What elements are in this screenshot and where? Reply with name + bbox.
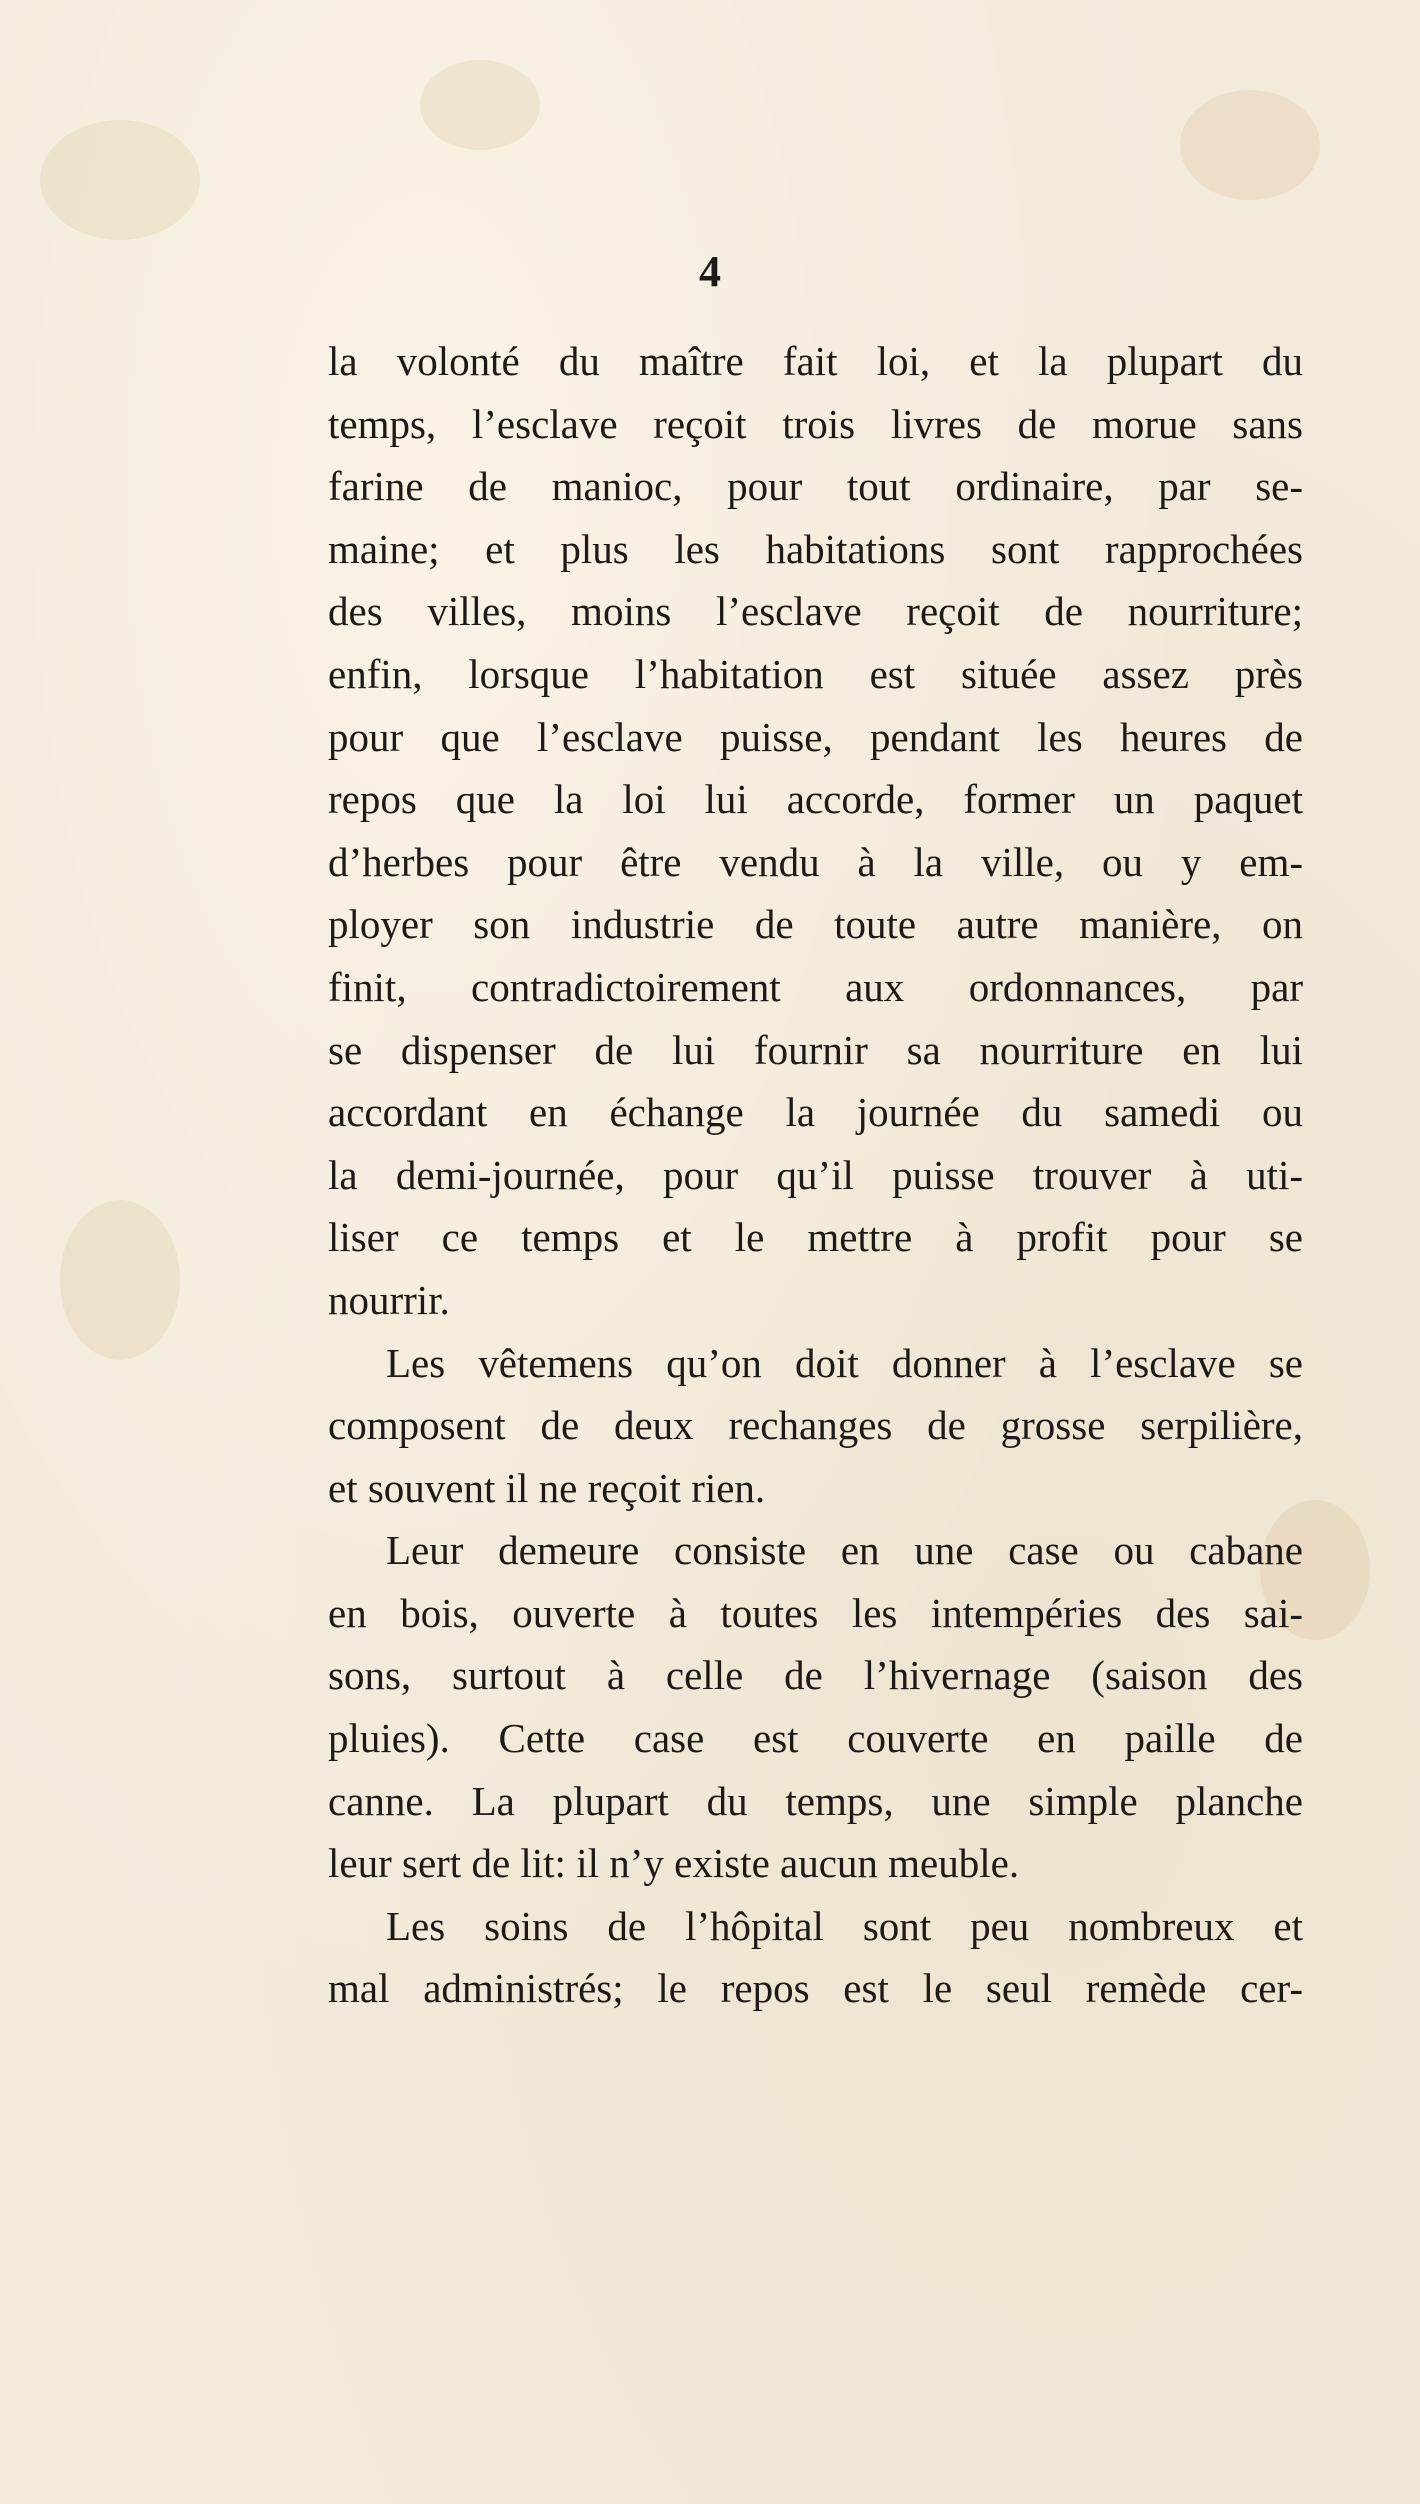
paragraph [328,1519,1303,1895]
text-line: composent de deux rechanges de grosse serpilière, [328,1402,1303,1449]
text-line: la volonté du maître fait loi, et la plupart du [328,338,1303,384]
text-line: maine; et plus les habitations sont rapprochées [328,525,1303,572]
text-line: Les soins de l’hôpital sont peu nombreux et [386,1902,1303,1949]
text-line: sons, surtout à celle de l’hivernage (saison des [328,1652,1303,1699]
paper-stain [1180,90,1320,200]
text-line: finit, contradictoirement aux ordonnances, par [328,963,1303,1010]
text-line: enfin, lorsque l’habitation est située assez près [328,650,1303,697]
text-line: se dispenser de lui fournir sa nourriture en lui [328,1026,1303,1073]
text-line: des villes, moins l’esclave reçoit de nourriture; [328,588,1303,635]
page-number: 4 [699,247,721,296]
text-line: repos que la loi lui accorde, former un paquet [328,776,1303,823]
paper-stain [40,120,200,240]
paper-stain [420,60,540,150]
text-line: canne. La plupart du temps, une simple planche [328,1777,1303,1824]
text-line: ployer son industrie de toute autre manière, on [328,901,1303,948]
text-line: la demi-journée, pour qu’il puisse trouver à uti- [328,1151,1303,1198]
text-line: farine de manioc, pour tout ordinaire, par se- [328,463,1303,510]
paragraph [328,330,1303,1332]
paragraph [328,1895,1303,2020]
body-text [328,330,1303,2020]
text-line: leur sert de lit: il n’y existe aucun meuble. [328,1840,1020,1887]
paper-stain [60,1200,180,1360]
text-line: Les vêtemens qu’on doit donner à l’esclave se [386,1339,1303,1386]
text-line: nourrir. [328,1276,450,1323]
text-line: et souvent il ne reçoit rien. [328,1464,766,1511]
text-line: mal administrés; le repos est le seul remède cer- [328,1965,1303,2012]
text-line: temps, l’esclave reçoit trois livres de morue sans [328,400,1303,447]
text-line: d’herbes pour être vendu à la ville, ou y em- [328,838,1303,885]
text-line: accordant en échange la journée du samedi ou [328,1089,1303,1136]
text-line: pluies). Cette case est couverte en paille de [328,1715,1303,1762]
text-line: Leur demeure consiste en une case ou cabane [386,1527,1303,1574]
text-line: pour que l’esclave puisse, pendant les heures de [328,713,1303,760]
paragraph [328,1332,1303,1520]
text-line: liser ce temps et le mettre à profit pour se [328,1214,1303,1261]
text-line: en bois, ouverte à toutes les intempéries des sai- [328,1589,1303,1636]
